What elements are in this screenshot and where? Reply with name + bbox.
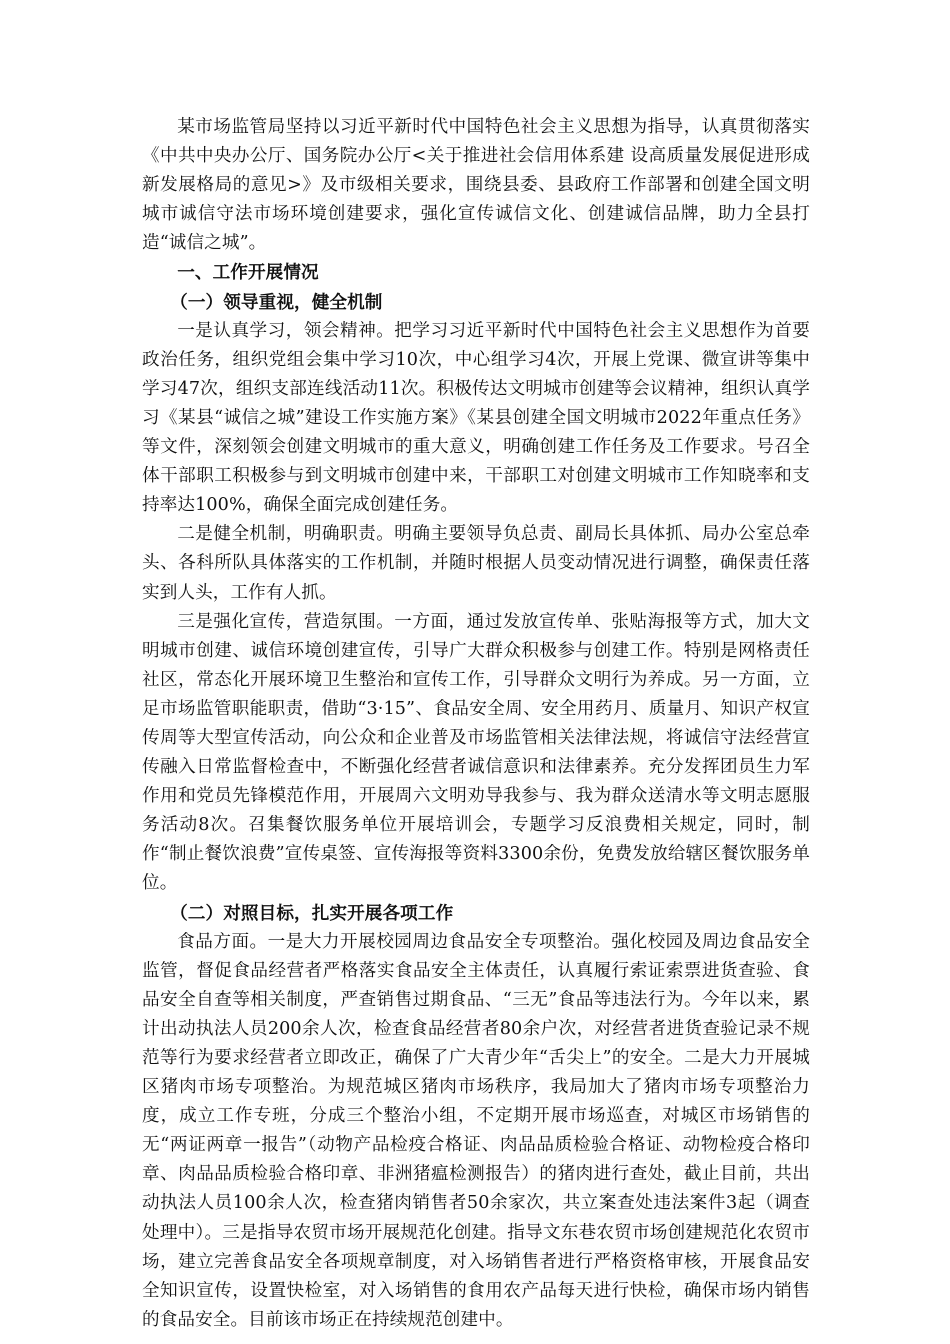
paragraph-study: 一是认真学习，领会精神。把学习习近平新时代中国特色社会主义思想作为首要政治任务，组织党组会集中学习10次，中心组学习4次，开展上党课、微宣讲等集中学习47次，组织支部连线活动11次。积极传达文明城市创建等会议精神，组织认真学习《某县“诚信之城”建设工作实施方案》《某县创建全国文明城市2022年重点任务》等文件，深刻领会创建文明城市的重大意义，明确创建工作任务及工作要求。号召全体干部职工积极参与到文明城市创建中来，干部职工对创建文明城市工作知晓率和支持率达100%，确保全面完成创建任务。 — [142, 320, 810, 516]
paragraph-mechanism: 二是健全机制，明确职责。明确主要领导负总责、副局长具体抓、局办公室总牵头、各科所队具体落实的工作机制，并随时根据人员变动情况进行调整，确保责任落实到人头，工作有人抓。 — [142, 524, 810, 603]
paragraph-publicity: 三是强化宣传，营造氛围。一方面，通过发放宣传单、张贴海报等方式，加大文明城市创建、诚信环境创建宣传，引导广大群众积极参与创建工作。特别是网格责任社区，常态化开展环境卫生整治和宣传工作，引导群众文明行为养成。另一方面，立足市场监管职能职责，借助“3·15”、食品安全周、安全用药月、质量月、知识产权宣传周等大型宣传活动，向公众和企业普及市场监管相关法律法规，将诚信守法经营宣传融入日常监督检查中，不断强化经营者诚信意识和法律素养。充分发挥团员生力军作用和党员先锋模范作用，开展周六文明劝导我参与、我为群众送清水等文明志愿服务活动8次。召集餐饮服务单位开展培训会，专题学习反浪费相关规定，同时，制作“制止餐饮浪费”宣传桌签、宣传海报等资料3300余份，免费发放给辖区餐饮服务单位。 — [142, 611, 810, 894]
section-heading-work-status: 一、工作开展情况 — [177, 262, 319, 284]
subsection-heading-targets: （二）对照目标，扎实开展各项工作 — [170, 902, 454, 924]
paragraph-food: 食品方面。一是大力开展校园周边食品安全专项整治。强化校园及周边食品安全监管，督促食品经营者严格落实食品安全主体责任，认真履行索证索票进货查验、食品安全自查等相关制度，严查销售过期食品、“三无”食品等违法行为。今年以来，累计出动执法人员200余人次，检查食品经营者80余户次，对经营者进货查验记录不规范等行为要求经营者立即改正，确保了广大青少年“舌尖上”的安全。二是大力开展城区猪肉市场专项整治。为规范城区猪肉市场秩序，我局加大了猪肉市场专项整治力度，成立工作专班，分成三个整治小组，不定期开展市场巡查，对城区市场销售的无“两证两章一报告”（动物产品检疫合格证、肉品品质检验合格证、动物检疫合格印章、肉品品质检验合格印章、非洲猪瘟检测报告）的猪肉进行查处，截止目前，共出动执法人员100余人次，检查猪肉销售者50余家次，共立案查处违法案件3起（调查处理中）。三是指导农贸市场开展规范化创建。指导文东巷农贸市场创建规范化农贸市场，建立完善食品安全各项规章制度，对入场销售者进行严格资格审核，开展食品安全知识宣传，设置快检室，对入场销售的食用农产品每天进行快检，确保市场内销售的食品安全。目前该市场正在持续规范创建中。 — [142, 931, 810, 1330]
document-body — [142, 113, 810, 1335]
intro-paragraph: 某市场监管局坚持以习近平新时代中国特色社会主义思想为指导，认真贯彻落实《中共中央办公厅、国务院办公厅<关于推进社会信用体系建 设高质量发展促进形成新发展格局的意见>》及市级相关要求，围绕县委、县政府工作部署和创建全国文明城市诚信守法市场环境创建要求，强化宣传诚信文化、创建诚信品牌，助力全县打造“诚信之城”。 — [142, 117, 810, 254]
subsection-heading-leadership: （一）领导重视，健全机制 — [170, 291, 383, 313]
